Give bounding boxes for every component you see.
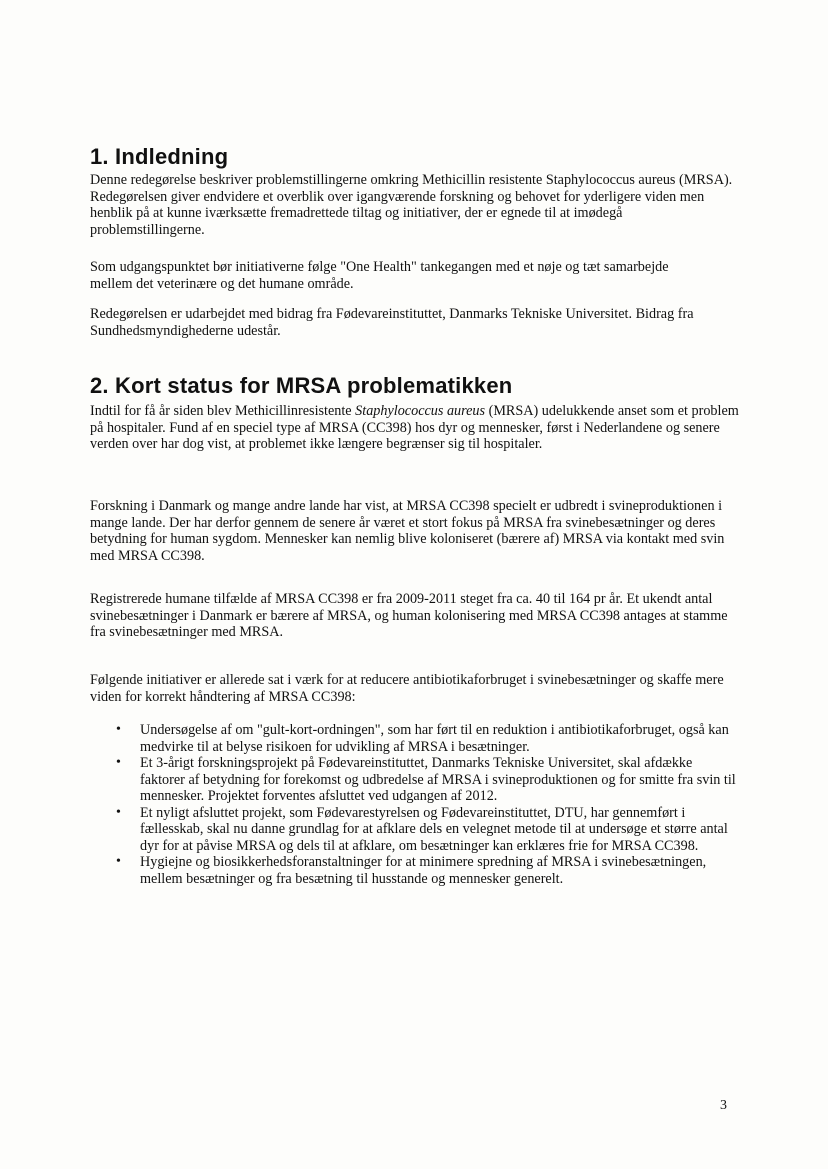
bullet-icon: • [116,854,121,869]
species-name: Staphylococcus aureus [355,403,486,419]
list-item-text: Hygiejne og biosikkerhedsforanstaltninger for at minimere spredning af MRSA i svinebesætningen, mellem besætninger og fra besætning til husstande og mennesker generelt. [140,854,707,887]
list-item-text: Et nyligt afsluttet projekt, som Fødevarestyrelsen og Fødevareinstituttet, DTU, har gennemført i fællesskab, skal nu danne grundlag for at afklare dels en velegnet metode til at undersøge et større antal dyr for at påvise MRSA og dels til at afklare, om besætninger kan erklæres frie for MRSA CC398. [140,804,728,854]
section-2-paragraph-1-end: (MRSA) udelukkende anset som et problem på hospitaler. Fund af en speciel type af MRSA (CC398) hos dyr og mennesker, først i Nederlandene og senere verden over har dog vist, at problemet ikke længere begrænser sig til hospitaler. [90,403,739,452]
bullet-icon: • [116,755,121,770]
section-1-heading: 1. Indledning [90,144,229,169]
section-1-paragraph-3: Redegørelsen er udarbejdet med bidrag fra Fødevareinstituttet, Danmarks Tekniske Universitet. Bidrag fra Sundhedsmyndighederne udestår. [90,306,694,339]
section-2-paragraph-4: Følgende initiativer er allerede sat i værk for at reducere antibiotikaforbruget i svinebesætninger og skaffe mere viden for korrekt håndtering af MRSA CC398: [90,672,724,705]
section-2-paragraph-1 [90,403,740,453]
list-item [90,854,740,887]
initiatives-list [90,722,740,887]
list-item-text: Et 3-årigt forskningsprojekt på Fødevareinstituttet, Danmarks Tekniske Universitet, skal afdække faktorer af betydning for forekomst og udbredelse af MRSA i svineproduktionen og for smitte fra svin til mennesker. Projektet forventes afsluttet ved udgangen af 2012. [140,755,736,804]
page-number: 3 [720,1098,727,1113]
section-2-paragraph-2: Forskning i Danmark og mange andre lande har vist, at MRSA CC398 specielt er udbredt i svineproduktionen i mange lande. Der har derfor gennem de senere år været et stort fokus på MRSA fra svinebesætninger og deres betydning for human sygdom. Mennesker kan nemlig blive koloniseret (bærere af) MRSA via kontakt med svin med MRSA CC398. [90,498,725,564]
bullet-icon: • [116,722,121,737]
section-2-heading: 2. Kort status for MRSA problematikken [90,373,513,398]
bullet-icon: • [116,804,121,820]
list-item-text: Undersøgelse af om "gult-kort-ordningen", som har ført til en reduktion i antibiotikaforbruget, også kan medvirke til at belyse risikoen for udvikling af MRSA i besætninger. [140,722,729,755]
list-item [90,755,740,805]
section-1-paragraph-2: Som udgangspunktet bør initiativerne følge "One Health" tankegangen med et nøje og tæt samarbejde mellem det veterinære og det humane område. [90,259,669,292]
section-2-paragraph-1-start: Indtil for få år siden blev Methicillinresistente [90,403,356,419]
list-item [90,805,740,855]
section-1-paragraph-1: Denne redegørelse beskriver problemstillingerne omkring Methicillin resistente Staphylococcus aureus (MRSA). Redegørelsen giver endvidere et overblik over igangværende forskning og behovet for yderligere viden men henblik på at kunne iværksætte fremadrettede tiltag og initiativer, der er egnede til at imødegå problemstillingerne. [90,172,733,238]
section-2-paragraph-3: Registrerede humane tilfælde af MRSA CC398 er fra 2009-2011 steget fra ca. 40 til 164 pr år. Et ukendt antal svinebesætninger i Danmark er bærere af MRSA, og human kolonisering med MRSA CC398 antages at stamme fra svinebesætninger med MRSA. [90,591,728,640]
list-item [90,722,740,755]
